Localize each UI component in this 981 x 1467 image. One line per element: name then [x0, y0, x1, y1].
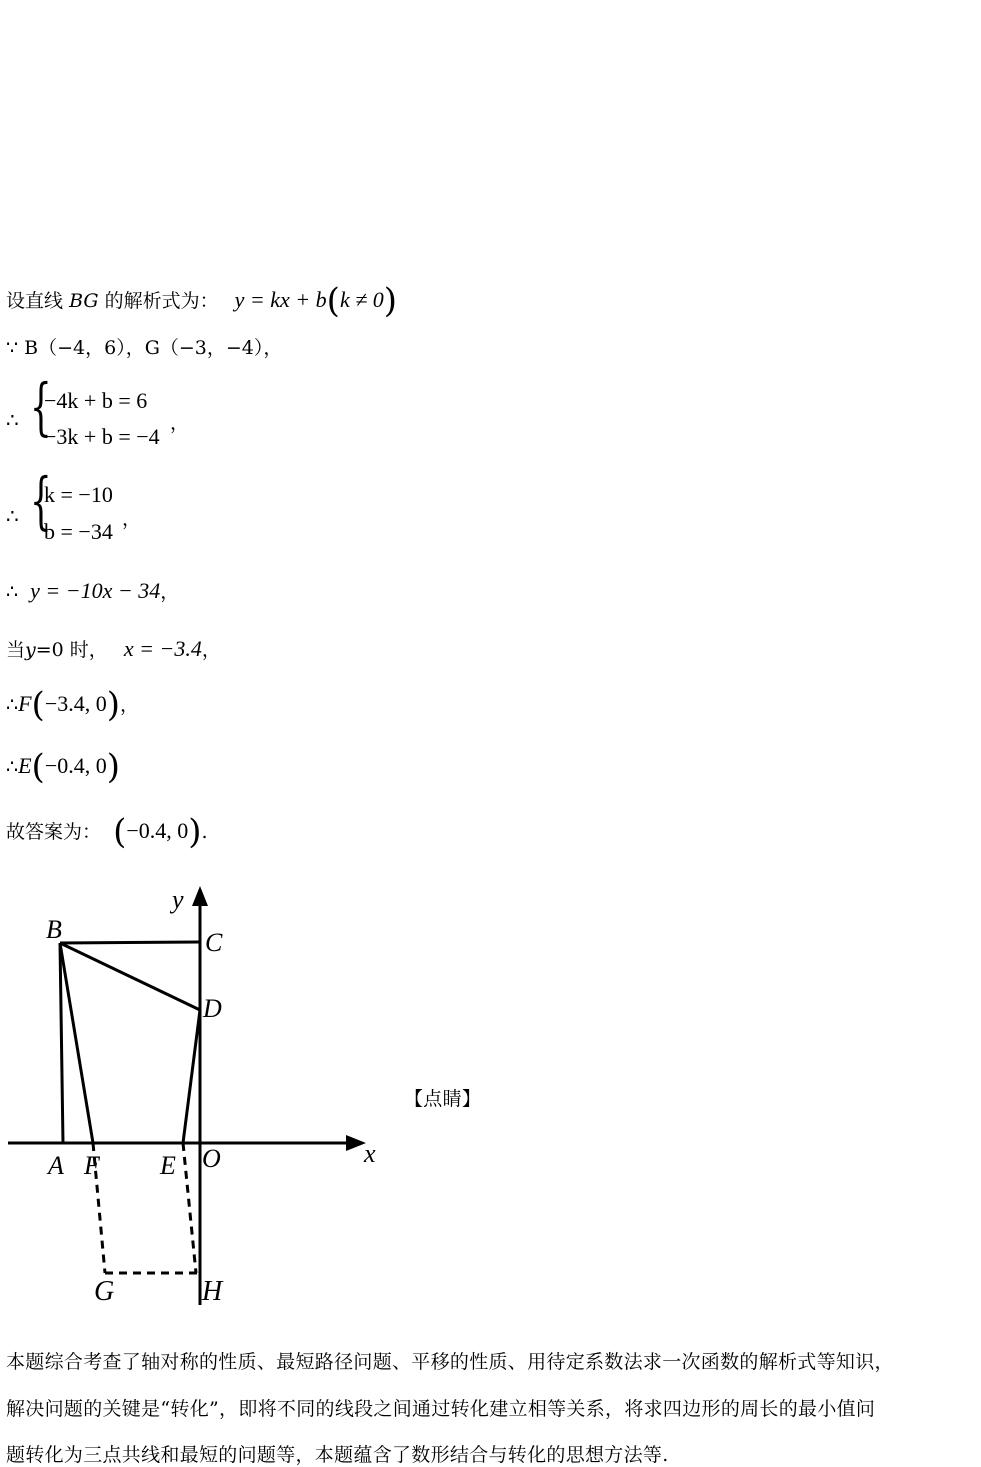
y-axis-arrow	[192, 886, 208, 906]
point-E-statement	[6, 747, 120, 787]
when-text: 当	[6, 639, 26, 661]
point-E-coordinates: −0.4, 0	[44, 753, 107, 778]
because-symbol: ∵	[6, 337, 19, 359]
segment-BC	[60, 942, 200, 943]
label-G: G	[94, 1276, 115, 1307]
line-condition: k ≠ 0	[339, 287, 384, 312]
comma: ，	[122, 509, 142, 530]
answer-statement	[6, 812, 208, 852]
label-y: y	[172, 885, 184, 914]
label-x: x	[364, 1139, 376, 1168]
equation-system-2	[6, 464, 206, 548]
segment-BF	[60, 943, 93, 1143]
set-line-label: 设直线	[6, 290, 64, 312]
when-variable: y	[25, 639, 36, 661]
comment-title: 【点睛】	[404, 1088, 482, 1110]
comma: ，	[201, 639, 221, 661]
comment-line-1: 本题综合考查了轴对称的性质、最短路径问题、平移的性质、用待定系数法求一次函数的解析式等知识，	[6, 1351, 894, 1373]
therefore-symbol: ∴	[6, 694, 19, 716]
therefore-symbol: ∴	[6, 756, 19, 778]
period: .	[201, 821, 208, 843]
open-paren: (	[31, 747, 45, 787]
close-paren: )	[106, 747, 120, 787]
segment-BD	[60, 943, 200, 1010]
close-paren: )	[383, 281, 398, 321]
answer-label: 故答案为：	[6, 821, 102, 843]
label-B: B	[46, 915, 62, 944]
comma: ，	[120, 694, 140, 716]
geometry-figure	[0, 880, 400, 1310]
because-text: B（−4，6），G（−3，−4），	[24, 337, 283, 359]
open-paren: (	[113, 812, 127, 852]
when-rest: =0 时，	[35, 639, 108, 661]
answer-coordinates: −0.4, 0	[126, 818, 189, 843]
label-D: D	[203, 994, 222, 1023]
point-F-coordinates: −3.4, 0	[44, 691, 107, 716]
system2-eq1: k = −10	[44, 482, 113, 507]
label-A: A	[48, 1151, 64, 1180]
therefore-symbol: ∴	[6, 408, 19, 432]
x-axis-arrow	[346, 1135, 366, 1151]
point-F-label: F	[18, 691, 32, 716]
result-equation: y = −10x − 34	[30, 578, 161, 603]
comment-line-2: 解决问题的关键是“转化”，即将不同的线段之间通过转化建立相等关系，将求四边形的周长的最小值问	[6, 1398, 876, 1420]
brace: {	[30, 464, 52, 537]
label-E: E	[160, 1151, 176, 1180]
open-paren: (	[326, 281, 340, 321]
comma: ，	[170, 413, 190, 434]
comment-line-3: 题转化为三点共线和最短的问题等，本题蕴含了数形结合与转化的思想方法等.	[6, 1444, 669, 1466]
label-H: H	[202, 1276, 223, 1307]
comma: ，	[160, 581, 180, 603]
segment-DE	[183, 1010, 200, 1143]
line-equation: y = kx + b	[234, 287, 327, 312]
segment-AB	[60, 943, 63, 1143]
system1-eq2: −3k + b = −4	[44, 424, 160, 449]
therefore-symbol: ∴	[6, 581, 19, 603]
label-F: F	[84, 1151, 100, 1180]
system2-eq2: b = −34	[44, 519, 113, 544]
result-statement	[6, 580, 179, 602]
label-C: C	[205, 928, 223, 957]
system1-eq1: −4k + b = 6	[44, 388, 148, 413]
when-equation: x = −3.4	[123, 636, 202, 661]
segment-EH	[183, 1143, 196, 1273]
set-line-statement	[6, 281, 398, 321]
close-paren: )	[106, 685, 120, 725]
label-O: O	[202, 1144, 221, 1173]
open-paren: (	[31, 685, 45, 725]
because-statement	[6, 339, 282, 358]
line-name: BG	[69, 290, 99, 312]
therefore-symbol: ∴	[6, 504, 19, 528]
brace: {	[30, 370, 52, 443]
equation-system-1	[6, 370, 206, 454]
when-statement	[6, 638, 221, 660]
point-F-statement	[6, 685, 140, 725]
set-line-suffix: 的解析式为：	[104, 290, 219, 312]
close-paren: )	[188, 812, 202, 852]
point-E-label: E	[18, 753, 32, 778]
